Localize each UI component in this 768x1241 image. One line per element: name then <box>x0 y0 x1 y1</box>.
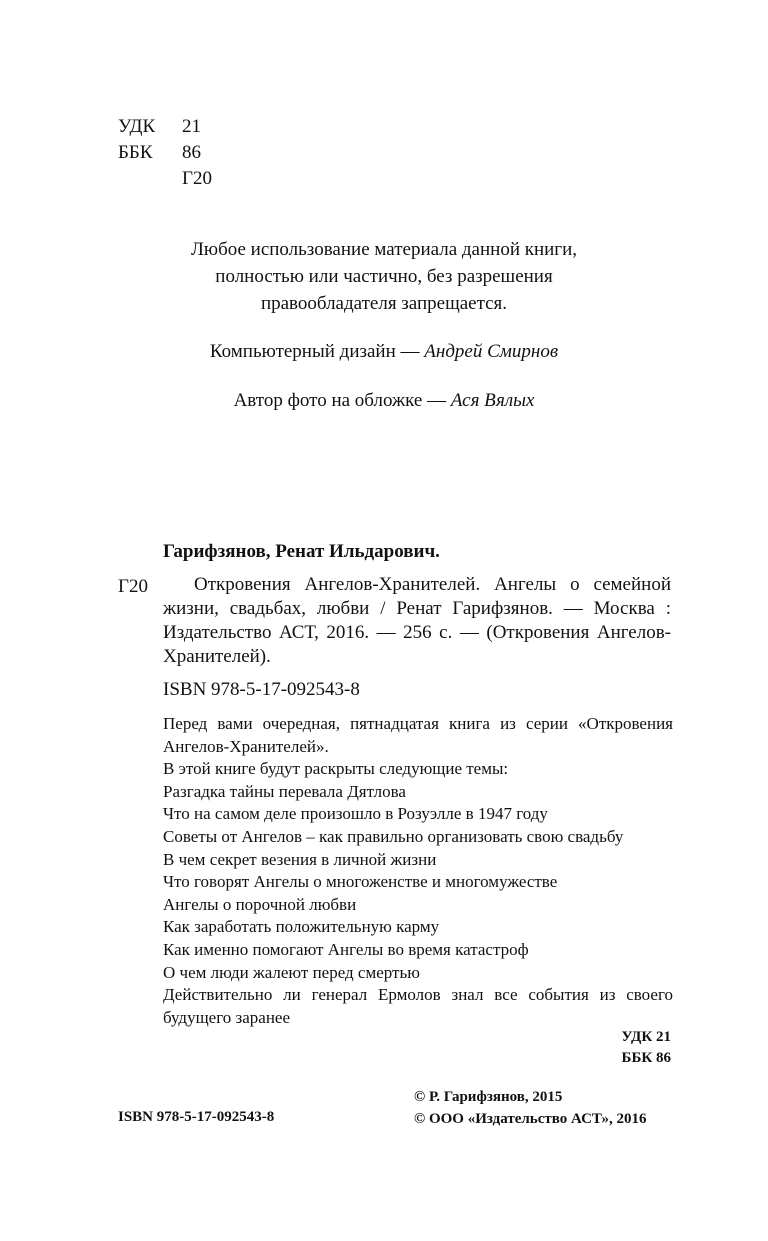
copyright-publisher: © ООО «Издательство АСТ», 2016 <box>414 1111 647 1127</box>
udk-value: 21 <box>182 116 201 137</box>
topic-item: В чем секрет везения в личной жизни <box>163 849 437 869</box>
notice-line: полностью или частично, без разрешения <box>215 266 553 287</box>
design-credit-prefix: Компьютерный дизайн — <box>209 341 425 362</box>
description-text: Откровения Ангелов-Хранителей. Ангелы о семейной жизни, свадьбах, любви / Ренат Гарифзянов. — Москва : Издательство АСТ, 2016. — 256 с. — (Откровения Ангелов-Хранителей). <box>163 574 671 667</box>
udk-label: УДК <box>118 116 156 137</box>
footer-bbk: ББК 86 <box>621 1050 671 1066</box>
copyright-notice <box>0 236 768 317</box>
topic-item: Как именно помогают Ангелы во время катастроф <box>163 939 529 959</box>
annotation-intro: Перед вами очередная, пятнадцатая книга из серии «Откровения Ангелов-Хранителей». <box>163 714 673 756</box>
copyright-author: © Р. Гарифзянов, 2015 <box>414 1089 563 1105</box>
classification-codes <box>118 114 212 192</box>
notice-line: Любое использование материала данной книги, <box>190 239 578 260</box>
topic-item: Что говорят Ангелы о многоженстве и многомужестве <box>163 872 558 892</box>
topic-item: Как заработать положительную карму <box>163 917 440 937</box>
topic-item: Что на самом деле произошло в Розуэлле в 1947 году <box>163 804 548 824</box>
topic-item: О чем люди жалеют перед смертью <box>163 962 420 982</box>
bbk-value: 86 <box>182 142 201 163</box>
topic-item: Ангелы о порочной любви <box>163 894 357 914</box>
design-credit-name: Андрей Смирнов <box>424 341 559 362</box>
topic-item: Разгадка тайны перевала Дятлова <box>163 781 406 801</box>
udk-row <box>118 114 212 140</box>
photo-credit <box>0 388 768 414</box>
topic-item: Советы от Ангелов – как правильно организовать свою свадьбу <box>163 826 624 846</box>
bibliographic-description <box>163 573 671 669</box>
author-heading: Гарифзянов, Ренат Ильдарович. <box>163 541 440 562</box>
topic-item-last: Действительно ли генерал Ермолов знал все события из своего будущего заранее <box>163 985 673 1027</box>
author-mark: Г20 <box>182 168 212 189</box>
copyright-block <box>414 1086 647 1130</box>
topics-heading: В этой книге будут раскрыты следующие темы: <box>163 759 509 779</box>
bbk-row <box>118 140 212 166</box>
annotation <box>163 713 673 1029</box>
isbn: ISBN 978-5-17-092543-8 <box>163 679 360 700</box>
bbk-label: ББК <box>118 142 153 163</box>
design-credit <box>0 339 768 365</box>
photo-credit-name: Ася Вялых <box>450 390 535 411</box>
author-mark-row <box>118 166 212 192</box>
bibliographic-mark: Г20 <box>118 576 148 597</box>
notice-line: правообладателя запрещается. <box>260 293 508 314</box>
photo-credit-prefix: Автор фото на обложке — <box>233 390 451 411</box>
footer-udk: УДК 21 <box>621 1029 671 1045</box>
footer-codes <box>0 1027 671 1069</box>
footer-isbn: ISBN 978-5-17-092543-8 <box>118 1109 275 1125</box>
